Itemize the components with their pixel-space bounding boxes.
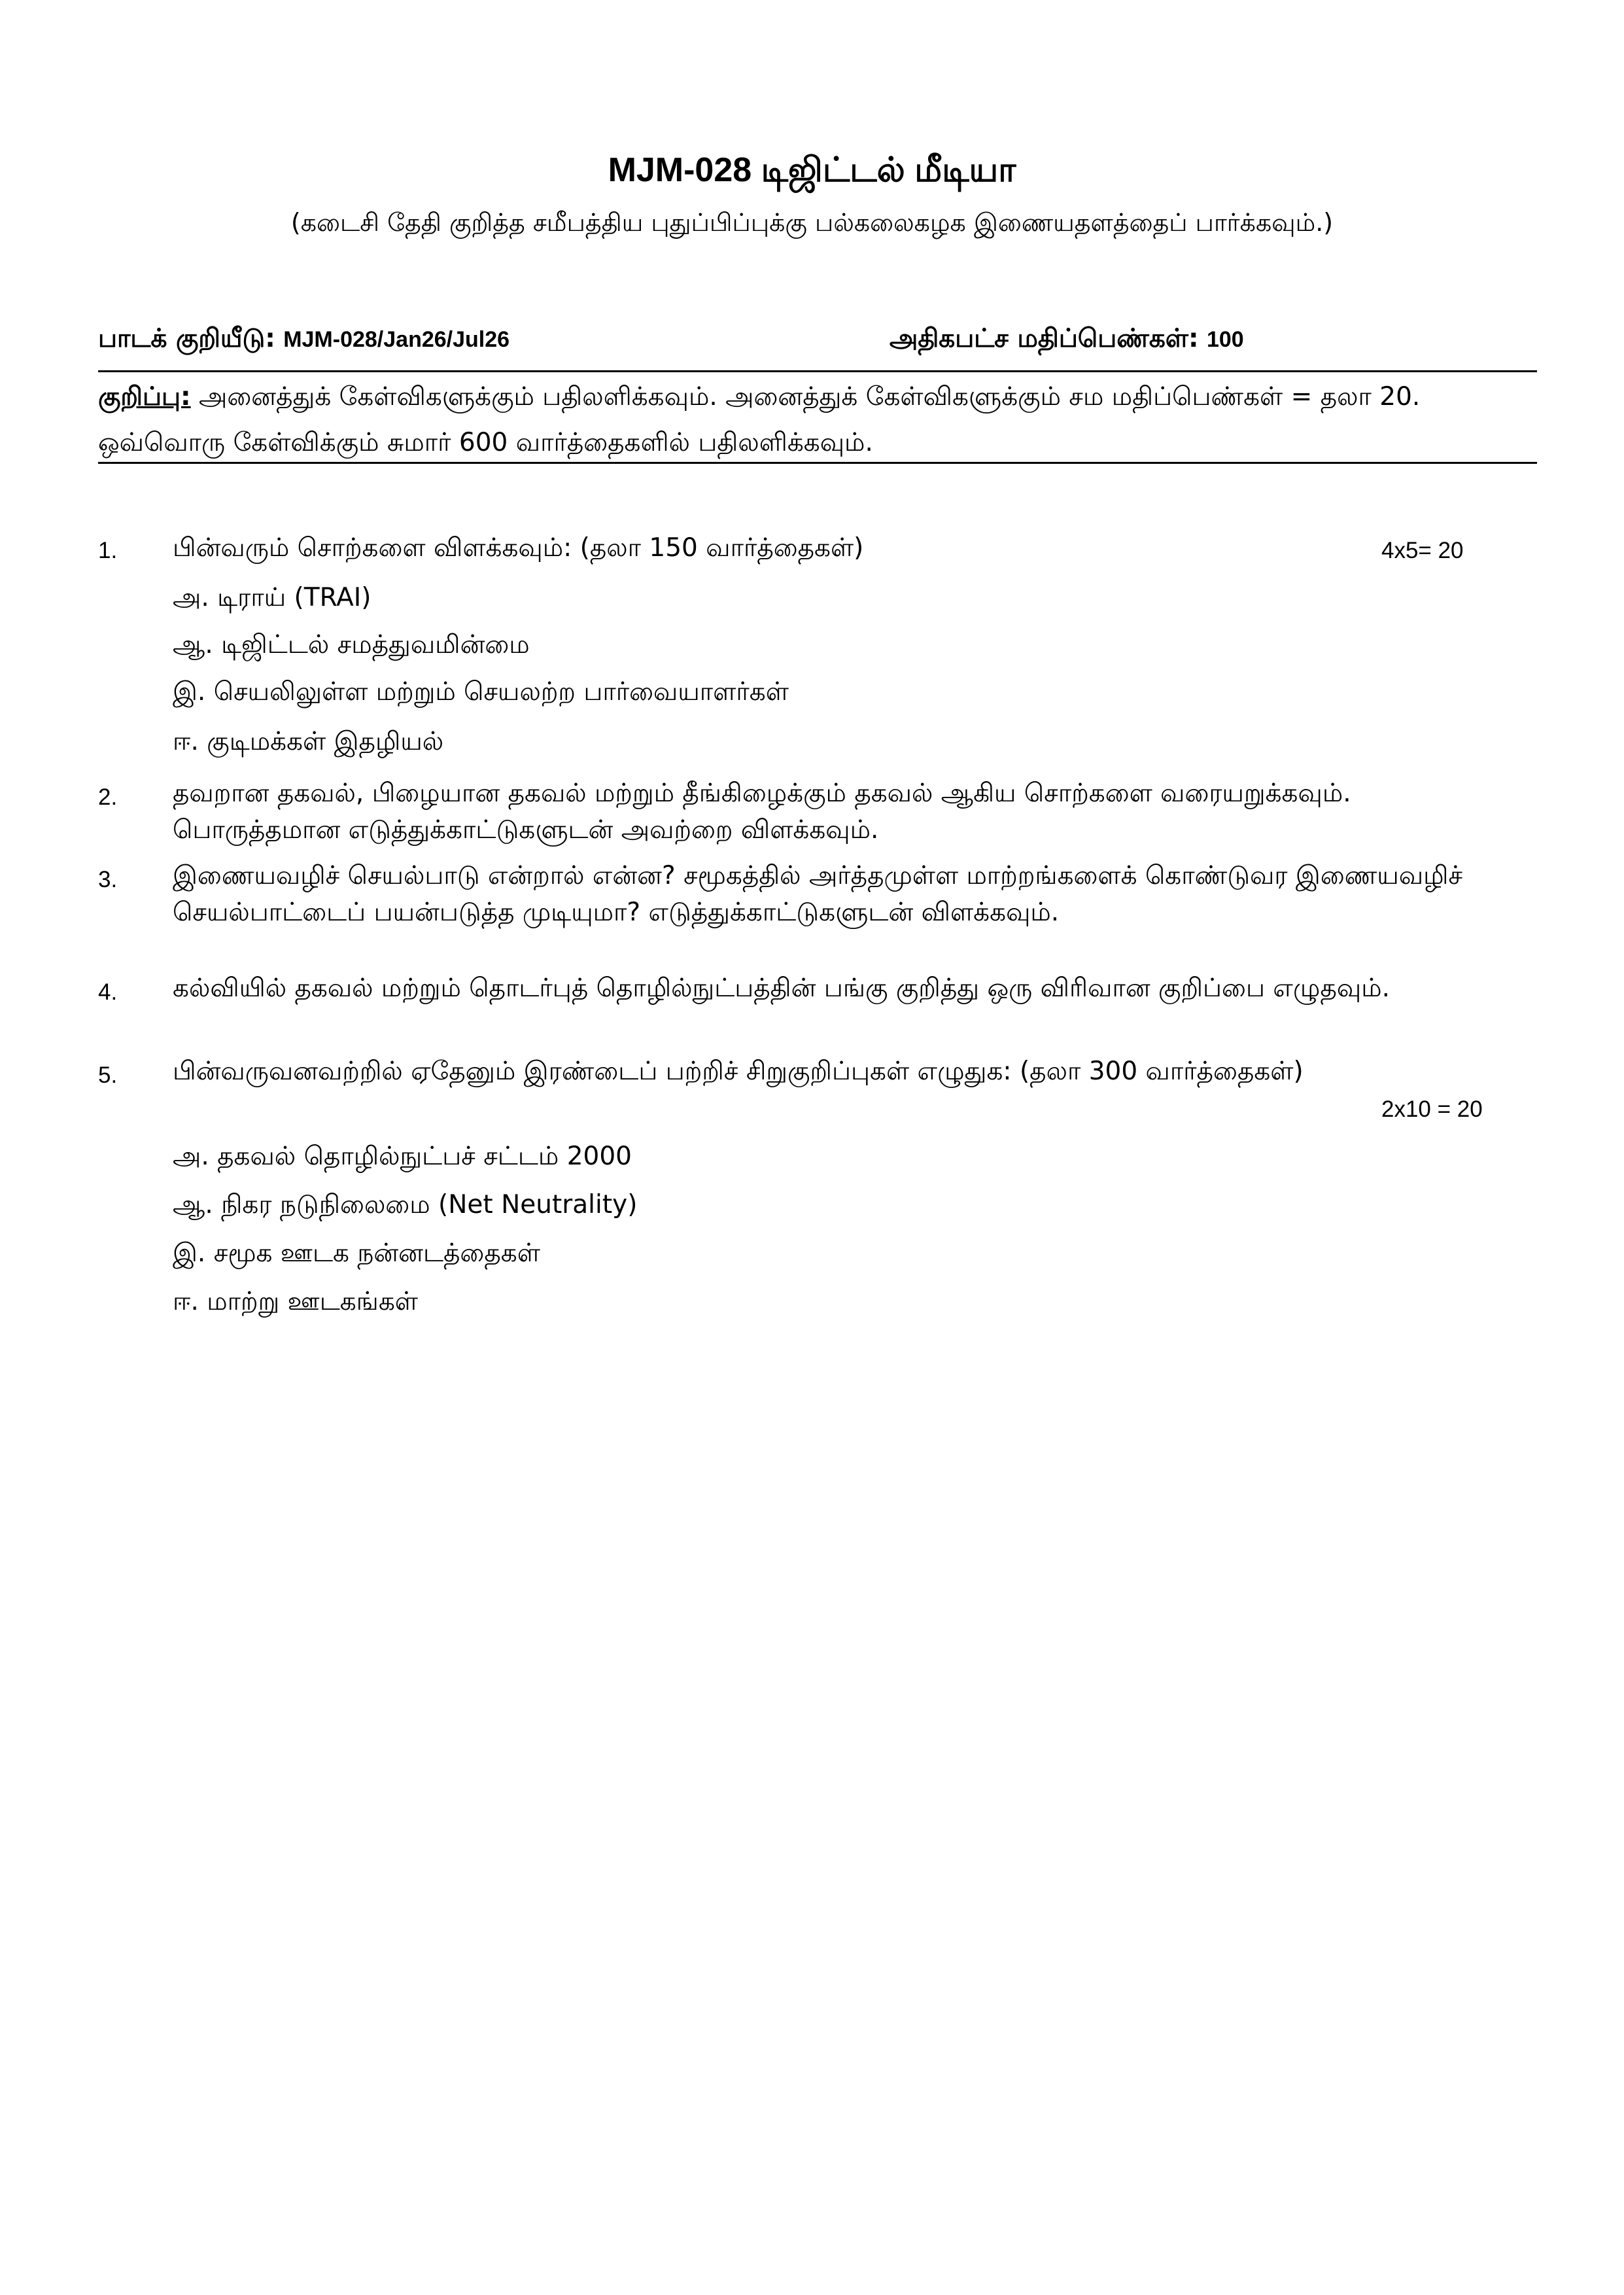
course-code-label: பாடக் குறியீடு:	[98, 324, 275, 353]
divider-bottom	[98, 462, 1537, 464]
question-text: பின்வரும் சொற்களை விளக்கவும்: (தலா 150 வார்த்தைகள்)	[173, 533, 864, 563]
page-title: MJM-028 டிஜிட்டல் மீடியா	[608, 151, 1016, 189]
sub-question: இ. சமூக ஊடக நன்னடத்தைகள்	[173, 1238, 540, 1268]
sub-question: ஆ. டிஜிட்டல் சமத்துவமின்மை	[173, 630, 530, 659]
question-marks: 4x5= 20	[1381, 538, 1464, 563]
sub-question: ஆ. நிகர நடுநிலைமை (Net Neutrality)	[173, 1190, 638, 1219]
sub-question: அ. தகவல் தொழில்நுட்பச் சட்டம் 2000	[173, 1142, 632, 1171]
sub-question: இ. செயலிலுள்ள மற்றும் செயலற்ற பார்வையாளர்கள்	[173, 677, 789, 707]
course-code	[98, 321, 510, 358]
max-marks-value: 100	[1206, 327, 1244, 352]
note-text: அனைத்துக் கேள்விகளுக்கும் பதிலளிக்கவும். அனைத்துக் கேள்விகளுக்கும் சம மதிப்பெண்கள் = தலா 20. ஒவ்வொரு கேள்விக்கும் சுமார் 600 வார்த்தைகளில் பதிலளிக்கவும்.	[98, 382, 1421, 457]
sub-question: அ. டிராய் (TRAI)	[173, 583, 371, 612]
max-marks-label: அதிகபட்ச மதிப்பெண்கள்:	[890, 324, 1199, 353]
question-number: 4.	[98, 979, 118, 1005]
question-number: 1.	[98, 538, 118, 563]
max-marks	[890, 321, 1244, 358]
course-code-value: MJM-028/Jan26/Jul26	[283, 327, 510, 352]
question-number: 5.	[98, 1062, 118, 1088]
sub-question: ஈ. குடிமக்கள் இதழியல்	[173, 727, 444, 756]
page-subtitle: (கடைசி தேதி குறித்த சமீபத்திய புதுப்பிப்புக்கு பல்கலைகழக இணையதளத்தைப் பார்க்கவும்.)	[290, 208, 1334, 237]
question-number: 3.	[98, 867, 118, 892]
note-label: குறிப்பு:	[98, 382, 191, 412]
question-marks: 2x10 = 20	[1381, 1096, 1483, 1122]
question-text: தவறான தகவல், பிழையான தகவல் மற்றும் தீங்கிழைக்கும் தகவல் ஆகிய சொற்களை வரையறுக்கவும். பொருத்தமான எடுத்துக்காட்டுகளுடன் அவற்றை விளக்கவும்.	[173, 779, 1351, 845]
instructions-note	[98, 374, 1537, 466]
question-text: பின்வருவனவற்றில் ஏதேனும் இரண்டைப் பற்றிச் சிறுகுறிப்புகள் எழுதுக: (தலா 300 வார்த்தைகள்)	[173, 1057, 1304, 1086]
sub-question: ஈ. மாற்று ஊடகங்கள்	[173, 1287, 418, 1316]
question-number: 2.	[98, 784, 118, 810]
question-text: கல்வியில் தகவல் மற்றும் தொடர்புத் தொழில்நுட்பத்தின் பங்கு குறித்து ஒரு விரிவான குறிப்பை எழுதவும்.	[173, 973, 1390, 1003]
question-text: இணையவழிச் செயல்பாடு என்றால் என்ன? சமூகத்தில் அர்த்தமுள்ள மாற்றங்களைக் கொண்டுவர இணையவழிச் செயல்பாட்டைப் பயன்படுத்த முடியுமா? எடுத்துக்காட்டுகளுடன் விளக்கவும்.	[173, 861, 1463, 927]
divider-top	[98, 370, 1537, 372]
